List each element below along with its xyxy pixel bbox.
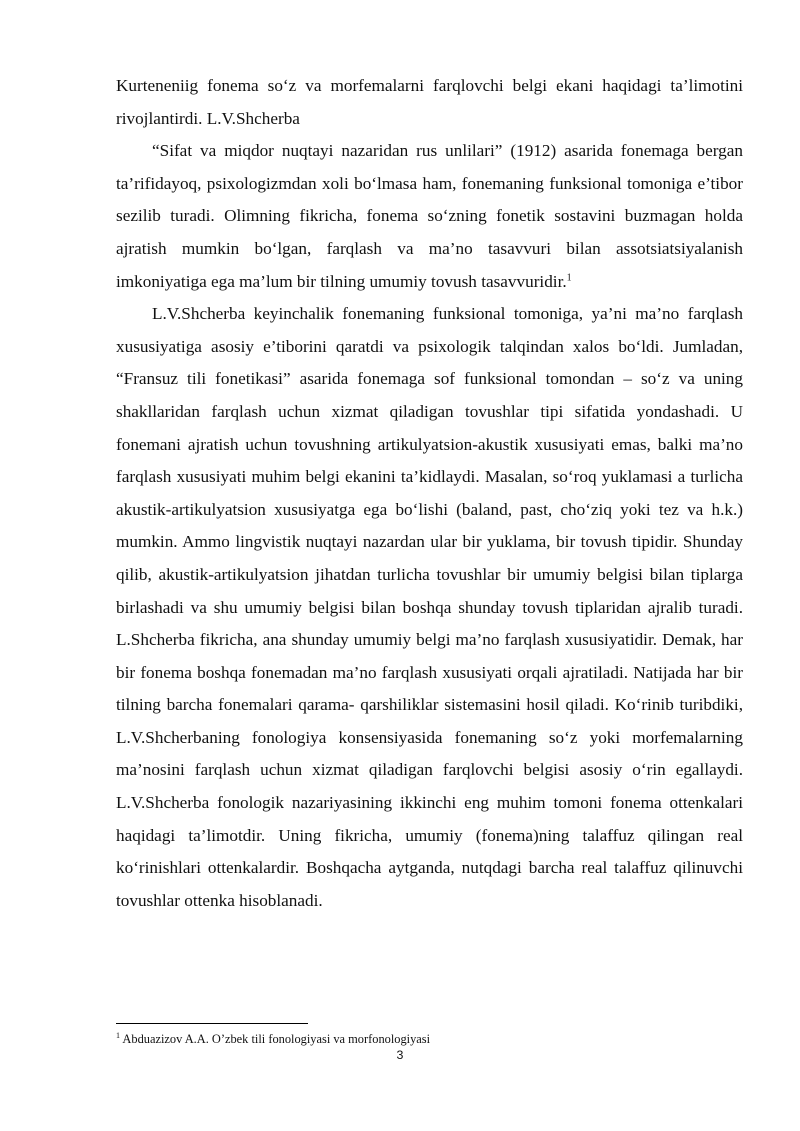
paragraph-1-text: Kurteneniig fonema so‘z va morfemalarni farqlovchi belgi ekani haqidagi ta’limotini rivojlantirdi. L.V.Shcherba [116,76,743,128]
paragraph-2 [116,135,743,298]
paragraph-3-text: L.V.Shcherba keyinchalik fonemaning funksional tomoniga, ya’ni ma’no farqlash xususiyatiga asosiy e’tiborini qaratdi va psixologik talqindan xalos bo‘ldi. Jumladan, “Fransuz tili fonetikasi” asarida fonemaga sof funksional tomondan – so‘z va uning shakllaridan farqlash uchun xizmat qiladigan tovushlar tipi sifatida yondashadi. U fonemani ajratish uchun tovushning artikulyatsion-akustik xususiyati emas, balki ma’no farqlash xususiyati muhim belgi ekanini ta’kidlaydi. Masalan, so‘roq yuklamasi a turlicha akustik-artikulyatsion xususiyatga ega bo‘lishi (baland, past, cho‘ziq yoki tez va h.k.) mumkin. Ammo lingvistik nuqtayi nazardan ular bir yuklama, bir tovush tipidir. Shunday qilib, akustik-artikulyatsion jihatdan turlicha tovushlar bir umumiy belgisi bilan tiplarga birlashadi va shu umumiy belgisi bilan boshqa shunday tovush tiplaridan ajralib turadi. L.Shcherba fikricha, ana shunday umumiy belgi ma’no farqlash xususiyatidir. Demak, har bir fonema boshqa fonemadan ma’no farqlash xususiyati orqali ajratiladi. Natijada har bir tilning barcha fonemalari qarama- qarshiliklar sistemasini hosil qiladi. Ko‘rinib turibdiki, L.V.Shcherbaning fonologiya konsensiyasida fonemaning so‘z yoki morfemalarning ma’nosini farqlash uchun xizmat qiladigan farqlovchi belgisi asosiy o‘rin egallaydi. L.V.Shcherba fonologik nazariyasining ikkinchi eng muhim tomoni fonema ottenkalari haqidagi ta’limotdir. Uning fikricha, umumiy (fonema)ning talaffuz qilingan real ko‘rinishlari ottenkalardir. Boshqacha aytganda, nutqdagi barcha real talaffuz qilinuvchi tovushlar ottenka hisoblanadi. [116,304,743,910]
page-body [116,70,743,917]
footnote-reference[interactable]: 1 [566,271,572,283]
paragraph-1 [116,70,743,135]
paragraph-3 [116,298,743,917]
footnote-text: Abduazizov A.A. O’zbek tili fonologiyasi va morfonologiyasi [122,1032,431,1046]
paragraph-2-text: “Sifat va miqdor nuqtayi nazaridan rus unlilari” (1912) asarida fonemaga bergan ta’rifidayoq, psixologizmdan xoli bo‘lmasa ham, fonemaning funksional tomoniga e’tibor sezilib turadi. Olimning fikricha, fonema so‘zning fonetik sostavini buzmagan holda ajratish mumkin bo‘lgan, farqlash va ma’no tasavvuri bilan assotsiatsiyalanish imkoniyatiga ega ma’lum bir tilning umumiy tovush tasavvuridir. [116,141,743,291]
footnote-number: 1 [116,1030,120,1040]
footnote [116,1031,430,1047]
page-number: 3 [396,1048,404,1062]
footnote-separator [116,1023,308,1024]
